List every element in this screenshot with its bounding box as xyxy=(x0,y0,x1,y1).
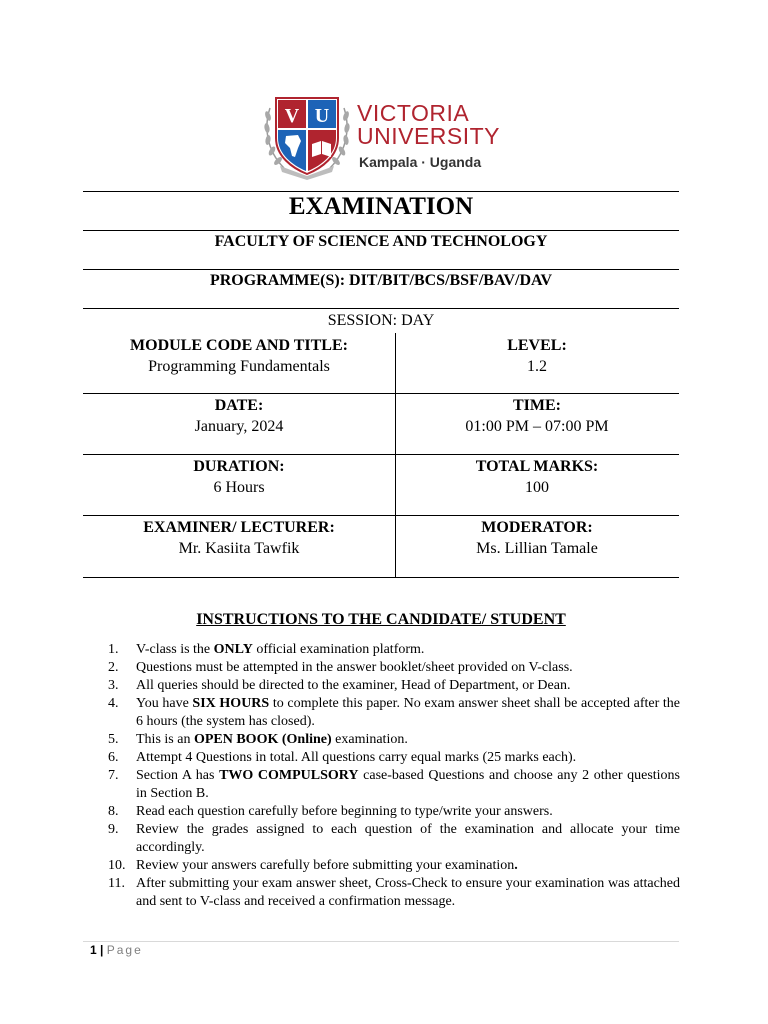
divider xyxy=(83,230,679,231)
instruction-number: 2. xyxy=(108,660,119,675)
instruction-text: Section A has xyxy=(136,768,220,783)
examiner-cell xyxy=(83,517,395,559)
moderator-value: Ms. Lillian Tamale xyxy=(476,540,598,557)
instruction-text: After submitting your exam answer sheet, Cross-Check to ensure your examination was attached and sent to V-class and received a confirmation message. xyxy=(136,876,680,909)
moderator-cell xyxy=(395,517,679,559)
table-row-divider xyxy=(83,515,679,516)
instruction-number: 7. xyxy=(108,768,119,783)
moderator-label: MODERATOR: xyxy=(481,519,593,536)
level-label: LEVEL: xyxy=(507,337,567,354)
instruction-item xyxy=(108,641,680,659)
instruction-text: Review the grades assigned to each question of the examination and allocate your time accordingly. xyxy=(136,822,680,855)
module-value: Programming Fundamentals xyxy=(148,358,330,375)
university-name xyxy=(357,102,500,148)
instruction-number: 4. xyxy=(108,696,119,711)
level-value: 1.2 xyxy=(527,358,547,375)
instruction-item xyxy=(108,767,680,803)
examiner-label: EXAMINER/ LECTURER: xyxy=(143,519,335,536)
instruction-number: 10. xyxy=(108,858,126,873)
divider xyxy=(83,191,679,192)
instruction-text: Review your answers carefully before submitting your examination xyxy=(136,858,515,873)
crest-icon xyxy=(262,94,352,180)
instructions-title: INSTRUCTIONS TO THE CANDIDATE/ STUDENT xyxy=(196,611,566,628)
instruction-item xyxy=(108,695,680,731)
instruction-text: You have xyxy=(136,696,193,711)
table-row-divider xyxy=(83,393,679,394)
divider xyxy=(83,308,679,309)
instruction-text: examination. xyxy=(331,732,408,747)
module-cell xyxy=(83,335,395,377)
instruction-text: official examination platform. xyxy=(252,642,425,657)
instruction-item xyxy=(108,803,680,821)
crest-letter-v: V xyxy=(284,105,300,127)
instruction-text: V-class is the xyxy=(136,642,214,657)
instruction-text: to complete this paper. No exam answer sheet shall be accepted after the 6 hours (the system has closed). xyxy=(136,696,680,729)
instruction-emphasis: TWO COMPULSORY xyxy=(219,768,359,783)
exam-title: EXAMINATION xyxy=(288,193,474,220)
instruction-item xyxy=(108,857,680,875)
instruction-text: All queries should be directed to the examiner, Head of Department, or Dean. xyxy=(136,678,571,693)
footer-divider xyxy=(83,941,679,942)
instruction-number: 11. xyxy=(108,876,125,891)
level-cell xyxy=(395,335,679,377)
module-label: MODULE CODE AND TITLE: xyxy=(130,337,348,354)
university-name-line1: VICTORIA xyxy=(357,100,470,126)
page-number: 1 xyxy=(90,943,97,957)
duration-cell xyxy=(83,456,395,498)
time-cell xyxy=(395,395,679,437)
instruction-number: 9. xyxy=(108,822,119,837)
time-label: TIME: xyxy=(513,397,561,414)
faculty-heading: FACULTY OF SCIENCE AND TECHNOLOGY xyxy=(214,233,548,250)
divider xyxy=(83,269,679,270)
page-separator: | xyxy=(100,943,104,957)
table-bottom-border xyxy=(83,577,679,578)
university-name-line2: UNIVERSITY xyxy=(357,123,501,149)
instruction-item xyxy=(108,749,680,767)
instruction-text: case-based Questions and choose any 2 other questions in Section B. xyxy=(136,768,680,801)
instruction-item xyxy=(108,731,680,749)
date-value: January, 2024 xyxy=(194,418,284,435)
instruction-number: 3. xyxy=(108,678,119,693)
duration-label: DURATION: xyxy=(193,458,285,475)
instruction-text: Questions must be attempted in the answer booklet/sheet provided on V-class. xyxy=(136,660,573,675)
date-cell xyxy=(83,395,395,437)
instruction-number: 1. xyxy=(108,642,119,657)
instruction-text: This is an xyxy=(136,732,194,747)
instruction-number: 5. xyxy=(108,732,119,747)
duration-value: 6 Hours xyxy=(213,479,265,496)
examiner-value: Mr. Kasiita Tawfik xyxy=(178,540,300,557)
instruction-item xyxy=(108,659,680,677)
date-label: DATE: xyxy=(214,397,264,414)
page-word: Page xyxy=(106,943,143,957)
instruction-text: Attempt 4 Questions in total. All questions carry equal marks (25 marks each). xyxy=(136,750,577,765)
instruction-number: 6. xyxy=(108,750,119,765)
session-label: SESSION: DAY xyxy=(327,312,435,329)
table-row-divider xyxy=(83,454,679,455)
instruction-emphasis: ONLY xyxy=(213,642,253,657)
total-marks-value: 100 xyxy=(525,479,549,496)
instruction-emphasis: OPEN BOOK (Online) xyxy=(193,732,332,747)
university-logo xyxy=(262,94,512,180)
page-footer xyxy=(90,943,143,957)
programme-heading: PROGRAMME(S): DIT/BIT/BCS/BSF/BAV/DAV xyxy=(209,272,553,289)
instruction-item xyxy=(108,875,680,911)
total-marks-cell xyxy=(395,456,679,498)
time-value: 01:00 PM – 07:00 PM xyxy=(465,418,609,435)
university-location: Kampala · Uganda xyxy=(359,154,482,170)
total-marks-label: TOTAL MARKS: xyxy=(475,458,599,475)
instruction-emphasis: SIX HOURS xyxy=(192,696,270,711)
instruction-text: Read each question carefully before beginning to type/write your answers. xyxy=(136,804,553,819)
instruction-number: 8. xyxy=(108,804,119,819)
instructions-list xyxy=(108,641,680,911)
instruction-item xyxy=(108,677,680,695)
exam-details-table xyxy=(83,333,679,578)
crest-letter-u: U xyxy=(314,105,330,127)
instruction-item xyxy=(108,821,680,857)
instruction-emphasis: . xyxy=(514,858,518,873)
